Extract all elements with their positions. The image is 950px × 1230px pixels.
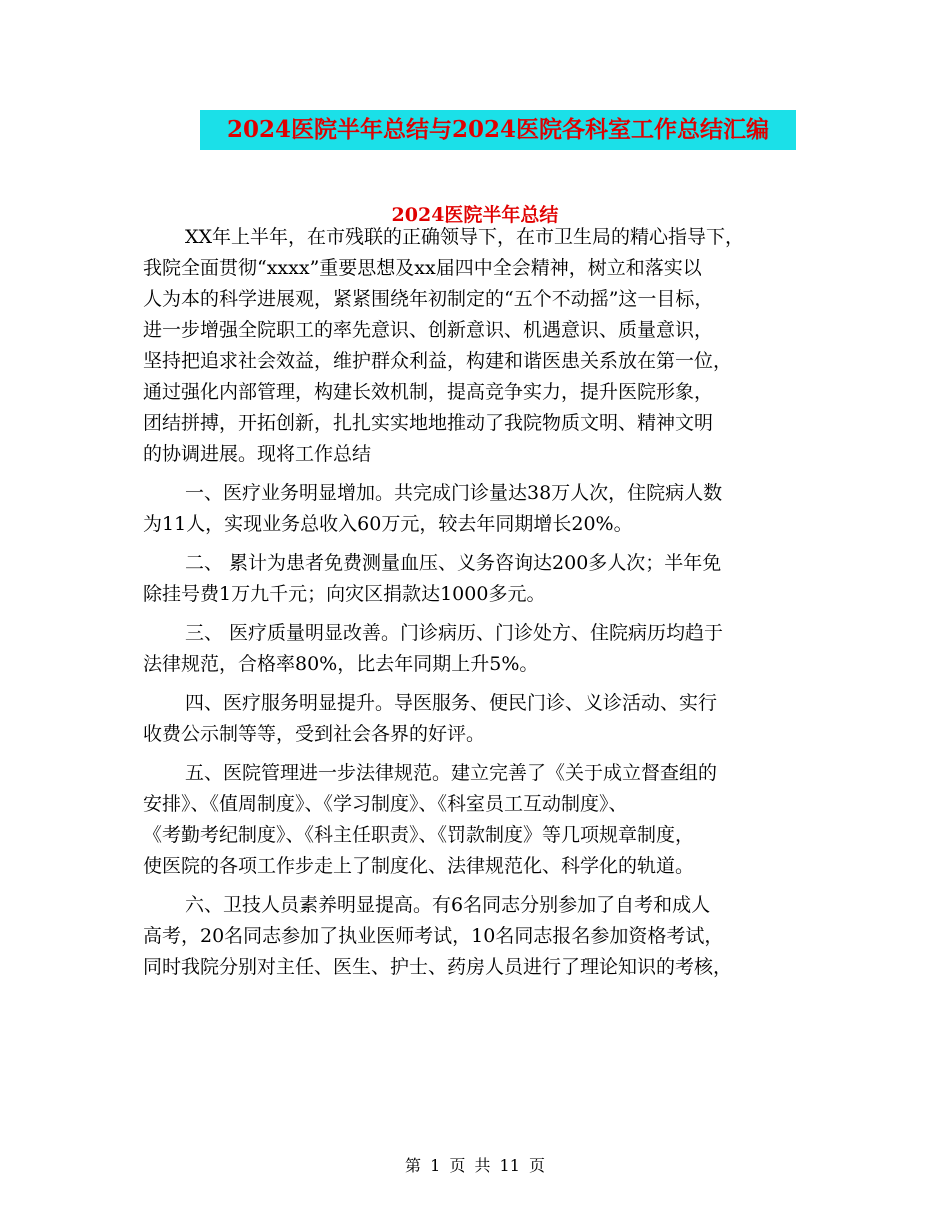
- paragraph-line: 的协调进展。现将工作总结: [143, 443, 372, 465]
- paragraph-line: 二、 累计为患者免费测量血压、义务咨询达200多人次；半年免: [185, 552, 722, 574]
- section-title: 2024医院半年总结: [391, 204, 559, 226]
- paragraph-line: XX年上半年，在市残联的正确领导下，在市卫生局的精心指导下，: [185, 226, 745, 248]
- paragraph-line: 同时我院分别对主任、医生、护士、药房人员进行了理论知识的考核，: [143, 956, 733, 978]
- paragraph-line: 五、医院管理进一步法律规范。建立完善了《关于成立督查组的: [185, 762, 718, 784]
- paragraph-line: 团结拼搏，开拓创新，扎扎实实地地推动了我院物质文明、精神文明: [143, 412, 714, 434]
- paragraph-line: 高考，20名同志参加了执业医师考试，10名同志报名参加资格考试，: [143, 925, 724, 947]
- paragraph-line: 六、卫技人员素养明显提高。有6名同志分别参加了自考和成人: [185, 894, 711, 916]
- paragraph-line: 通过强化内部管理，构建长效机制，提高竞争实力，提升医院形象，: [143, 381, 714, 403]
- paragraph-line: 《考勤考纪制度》、《科主任职责》、《罚款制度》等几项规章制度，: [143, 824, 695, 846]
- paragraph-line: 坚持把追求社会效益，维护群众利益，构建和谐医患关系放在第一位，: [143, 350, 733, 372]
- paragraph-line: 为11人，实现业务总收入60万元，较去年同期增长20%。: [143, 513, 633, 535]
- document-title: 2024医院半年总结与2024医院各科室工作总结汇编: [200, 110, 796, 150]
- body-text: [143, 222, 823, 983]
- paragraph-line: 我院全面贯彻“xxxx”重要思想及xx届四中全会精神，树立和落实以: [143, 257, 702, 279]
- paragraph-line: 法律规范，合格率80%，比去年同期上升5%。: [143, 653, 539, 675]
- paragraph-line: 除挂号费1万九千元；向灾区捐款达1000多元。: [143, 583, 546, 605]
- paragraph-line: 收费公示制等等，受到社会各界的好评。: [143, 723, 486, 745]
- paragraph-line: 人为本的科学进展观，紧紧围绕年初制定的“五个不动摇”这一目标，: [143, 288, 714, 310]
- paragraph-line: 进一步增强全院职工的率先意识、创新意识、机遇意识、质量意识，: [143, 319, 714, 341]
- paragraph-line: 使医院的各项工作步走上了制度化、法律规范化、科学化的轨道。: [143, 855, 695, 877]
- paragraph-line: 三、 医疗质量明显改善。门诊病历、门诊处方、住院病历均趋于: [185, 622, 724, 644]
- paragraph-line: 安排》、《值周制度》、《学习制度》、《科室员工互动制度》、: [143, 793, 628, 815]
- page-footer: 第 1 页 共 11 页: [405, 1156, 545, 1175]
- paragraph-line: 四、医疗服务明显提升。导医服务、便民门诊、义诊活动、实行: [185, 692, 718, 714]
- paragraph-line: 一、医疗业务明显增加。共完成门诊量达38万人次，住院病人数: [185, 482, 723, 504]
